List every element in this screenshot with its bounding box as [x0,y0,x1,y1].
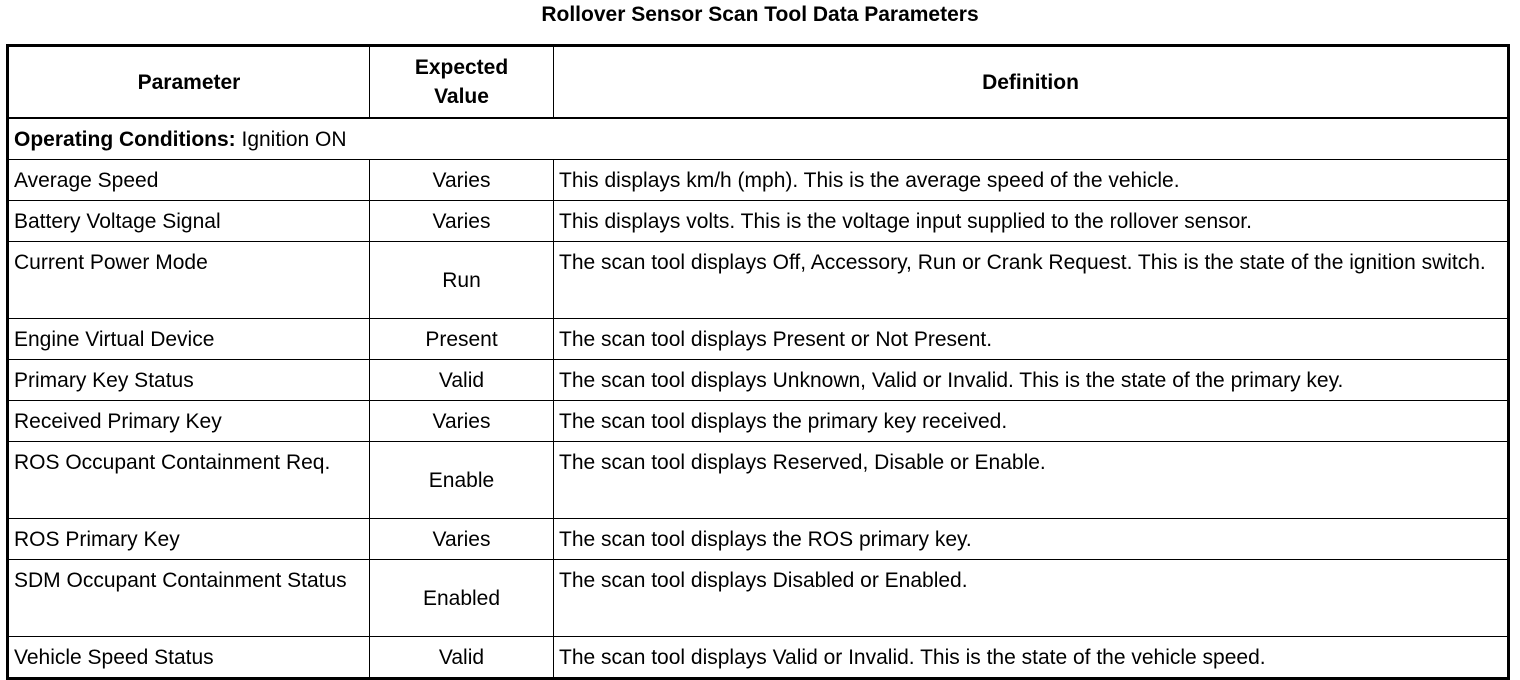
definition-cell: The scan tool displays Present or Not Present. [554,319,1509,360]
page-title: Rollover Sensor Scan Tool Data Parameters [541,3,979,26]
operating-conditions-label: Operating Conditions: [14,127,236,151]
definition-cell: The scan tool displays Disabled or Enabled. [554,560,1509,637]
header-expected-value [370,46,554,119]
parameter-cell: Average Speed [8,160,370,201]
table-header-row [8,46,1509,119]
table-row [8,637,1509,679]
parameter-cell: Primary Key Status [8,360,370,401]
table-row [8,401,1509,442]
definition-cell: The scan tool displays the ROS primary key. [554,519,1509,560]
parameter-cell: SDM Occupant Containment Status [8,560,370,637]
table-row [8,242,1509,319]
expected-value-cell: Valid [370,360,554,401]
table-row [8,160,1509,201]
expected-value-cell: Valid [370,637,554,679]
expected-value-cell: Varies [370,519,554,560]
header-expected-line1: Expected [414,56,509,79]
parameter-cell: Battery Voltage Signal [8,201,370,242]
parameter-cell: Engine Virtual Device [8,319,370,360]
definition-cell: The scan tool displays Valid or Invalid. This is the state of the vehicle speed. [554,637,1509,679]
expected-value-cell: Enable [370,442,554,519]
expected-value-cell: Enabled [370,560,554,637]
parameter-cell: Vehicle Speed Status [8,637,370,679]
definition-cell: The scan tool displays Unknown, Valid or Invalid. This is the state of the primary key. [554,360,1509,401]
definition-cell: The scan tool displays Off, Accessory, Run or Crank Request. This is the state of the ignition switch. [554,242,1509,319]
table-row [8,560,1509,637]
table-row [8,360,1509,401]
header-parameter: Parameter [8,46,370,119]
definition-cell: The scan tool displays Reserved, Disable or Enable. [554,442,1509,519]
operating-conditions-cell [8,118,1509,160]
expected-value-cell: Varies [370,201,554,242]
parameters-table [6,44,1510,680]
table-row [8,319,1509,360]
header-definition: Definition [554,46,1509,119]
operating-conditions-row [8,118,1509,160]
parameter-cell: ROS Primary Key [8,519,370,560]
expected-value-cell: Varies [370,401,554,442]
table-row [8,519,1509,560]
expected-value-cell: Run [370,242,554,319]
definition-cell: This displays volts. This is the voltage input supplied to the rollover sensor. [554,201,1509,242]
definition-cell: The scan tool displays the primary key received. [554,401,1509,442]
expected-value-cell: Varies [370,160,554,201]
parameter-cell: Current Power Mode [8,242,370,319]
operating-conditions-value: Ignition ON [235,127,347,151]
expected-value-cell: Present [370,319,554,360]
definition-cell: This displays km/h (mph). This is the average speed of the vehicle. [554,160,1509,201]
table-row [8,442,1509,519]
parameter-cell: Received Primary Key [8,401,370,442]
parameter-cell: ROS Occupant Containment Req. [8,442,370,519]
table-row [8,201,1509,242]
header-expected-line2: Value [434,85,489,108]
